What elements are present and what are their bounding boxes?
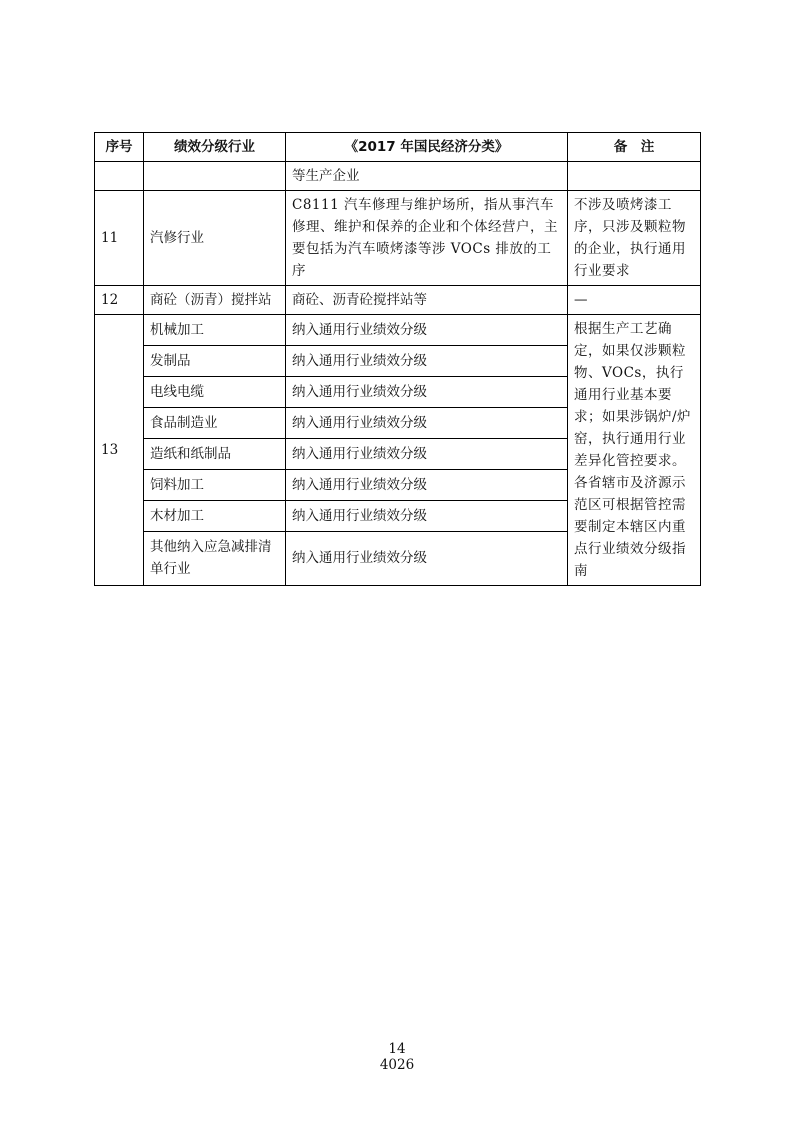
header-serial-number: 序号 [95,133,144,162]
cell-classification: 纳入通用行业绩效分级 [286,315,568,346]
cell-classification: 等生产企业 [286,162,568,191]
cell-classification: 纳入通用行业绩效分级 [286,345,568,376]
cell-classification: 商砼、沥青砼搅拌站等 [286,286,568,315]
cell-num: 11 [95,191,144,286]
cell-industry: 发制品 [144,345,286,376]
cell-industry: 商砼（沥青）搅拌站 [144,286,286,315]
table-row-11 [95,191,701,286]
document-code: 4026 [379,1057,415,1073]
cell-industry: 电线电缆 [144,376,286,407]
table-header-row [95,133,701,162]
table-row-13-1 [95,315,701,346]
cell-industry: 汽修行业 [144,191,286,286]
cell-num: 13 [95,315,144,586]
cell-classification: 纳入通用行业绩效分级 [286,407,568,438]
cell-industry: 食品制造业 [144,407,286,438]
cell-industry [144,162,286,191]
cell-num [95,162,144,191]
cell-note: 根据生产工艺确定，如果仅涉颗粒物、VOCs，执行通用行业基本要求；如果涉锅炉/炉窑，执行通用行业差异化管控要求。各省辖市及济源示范区可根据管控需要制定本辖区内重点行业绩效分级指南 [568,315,701,586]
page-number: 14 [388,1041,406,1057]
cell-classification: 纳入通用行业绩效分级 [286,469,568,500]
cell-note: 不涉及喷烤漆工序，只涉及颗粒物的企业，执行通用行业要求 [568,191,701,286]
cell-industry: 饲料加工 [144,469,286,500]
header-classification: 《2017 年国民经济分类》 [286,133,568,162]
cell-classification: 纳入通用行业绩效分级 [286,438,568,469]
cell-industry: 机械加工 [144,315,286,346]
cell-note: — [568,286,701,315]
cell-note [568,162,701,191]
table-row-12 [95,286,701,315]
cell-industry: 造纸和纸制品 [144,438,286,469]
cell-classification: 纳入通用行业绩效分级 [286,500,568,531]
cell-classification: C8111 汽车修理与维护场所，指从事汽车修理、维护和保养的企业和个体经营户，主要包括为汽车喷烤漆等涉 VOCs 排放的工序 [286,191,568,286]
header-notes: 备 注 [568,133,701,162]
cell-classification: 纳入通用行业绩效分级 [286,531,568,585]
table-row-continuation [95,162,701,191]
cell-classification: 纳入通用行业绩效分级 [286,376,568,407]
cell-industry: 其他纳入应急减排清单行业 [144,531,286,585]
cell-num: 12 [95,286,144,315]
industry-classification-table [94,132,701,586]
header-industry: 绩效分级行业 [144,133,286,162]
cell-industry: 木材加工 [144,500,286,531]
